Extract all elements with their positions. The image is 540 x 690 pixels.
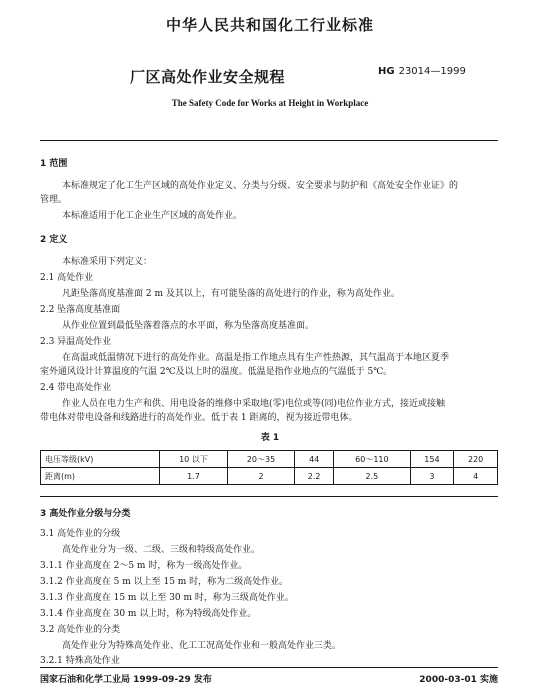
footer-effective-date: 2000-03-01 实施 xyxy=(419,675,498,685)
section-3-heading: 3 高处作业分级与分类 xyxy=(40,509,131,519)
table-row-label: 电压等级(kV) xyxy=(41,451,160,468)
section-3-1-4: 3.1.4 作业高度在 30 m 以上时，称为特级高处作业。 xyxy=(40,609,257,619)
section-1-para-1-line-2: 管理。 xyxy=(40,195,68,205)
voltage-distance-table xyxy=(40,450,498,485)
standard-category-header: 中华人民共和国化工行业标准 xyxy=(165,16,374,34)
definition-2-2-title: 2.2 坠落高度基准面 xyxy=(40,305,121,315)
table-row xyxy=(41,468,498,485)
definition-2-3-line-1: 在高温或低温情况下进行的高处作业。高温是指工作地点具有生产性热源，其气温高于本地区夏季 xyxy=(62,353,450,363)
section-3-1-text: 高处作业分为一级、二级、三级和特级高处作业。 xyxy=(62,545,261,555)
english-title: The Safety Code for Works at Height in Workplace xyxy=(171,98,369,108)
table-cell: 3 xyxy=(410,468,454,485)
section-3-1-title: 3.1 高处作业的分级 xyxy=(40,529,121,539)
table-cell: 154 xyxy=(410,451,454,468)
standard-code-number: 23014—1999 xyxy=(398,66,466,77)
section-1-para-1-line-1: 本标准规定了化工生产区域的高处作业定义、分类与分级、安全要求与防护和《高处安全作业证》的 xyxy=(62,181,459,191)
table-row xyxy=(41,451,498,468)
definition-2-3-title: 2.3 异温高处作业 xyxy=(40,337,112,347)
table-cell: 1.7 xyxy=(160,468,228,485)
section-divider xyxy=(40,496,498,497)
section-3-1-2: 3.1.2 作业高度在 5 m 以上至 15 m 时，称为二级高处作业。 xyxy=(40,577,289,587)
definition-2-2-text: 从作业位置到最低坠落着落点的水平面，称为坠落高度基准面。 xyxy=(62,321,315,331)
table-cell: 2 xyxy=(227,468,294,485)
section-3-2-1: 3.2.1 特殊高处作业 xyxy=(40,656,120,666)
table-1-caption: 表 1 xyxy=(260,433,280,443)
standard-code xyxy=(378,66,466,77)
definition-2-4-title: 2.4 带电高处作业 xyxy=(40,383,112,393)
header-divider xyxy=(40,140,498,141)
table-cell: 2.2 xyxy=(295,468,334,485)
table-cell: 4 xyxy=(454,468,498,485)
section-3-2-text: 高处作业分为特殊高处作业、化工工况高处作业和一般高处作业三类。 xyxy=(62,641,342,651)
section-1-heading: 1 范围 xyxy=(40,159,68,169)
footer-issuer: 国家石油和化学工业局 1999-09-29 发布 xyxy=(40,675,212,685)
section-2-intro: 本标准采用下列定义： xyxy=(62,257,153,267)
definition-2-4-line-2: 带电体对带电设备和线路进行的高处作业。低于表 1 距离的，视为接近带电体。 xyxy=(40,413,358,423)
table-row-label: 距离(m) xyxy=(41,468,160,485)
definition-2-1-title: 2.1 高处作业 xyxy=(40,273,94,283)
document-title: 厂区高处作业安全规程 xyxy=(130,68,286,86)
definition-2-1-text: 凡距坠落高度基准面 2 m 及其以上，有可能坠落的高处进行的作业，称为高处作业。 xyxy=(62,289,400,299)
section-3-2-title: 3.2 高处作业的分类 xyxy=(40,625,121,635)
table-cell: 10 以下 xyxy=(160,451,228,468)
section-1-para-2: 本标准适用于化工企业生产区域的高处作业。 xyxy=(62,211,243,221)
table-cell: 2.5 xyxy=(334,468,410,485)
footer-divider xyxy=(40,667,498,668)
section-3-1-3: 3.1.3 作业高度在 15 m 以上至 30 m 时，称为三级高处作业。 xyxy=(40,593,294,603)
table-cell: 44 xyxy=(295,451,334,468)
table-cell: 220 xyxy=(454,451,498,468)
table-cell: 20～35 xyxy=(227,451,294,468)
standard-code-prefix: HG xyxy=(378,66,395,77)
section-2-heading: 2 定义 xyxy=(40,235,68,245)
section-3-1-1: 3.1.1 作业高度在 2～5 m 时，称为一级高处作业。 xyxy=(40,561,248,571)
table-cell: 60～110 xyxy=(334,451,410,468)
definition-2-3-line-2: 室外通风设计计算温度的气温 2℃及以上时的温度。低温是指作业地点的气温低于 5℃。 xyxy=(40,367,393,377)
definition-2-4-line-1: 作业人员在电力生产和供、用电设备的维修中采取地(零)电位或等(同)电位作业方式，接近或接触 xyxy=(62,399,446,409)
